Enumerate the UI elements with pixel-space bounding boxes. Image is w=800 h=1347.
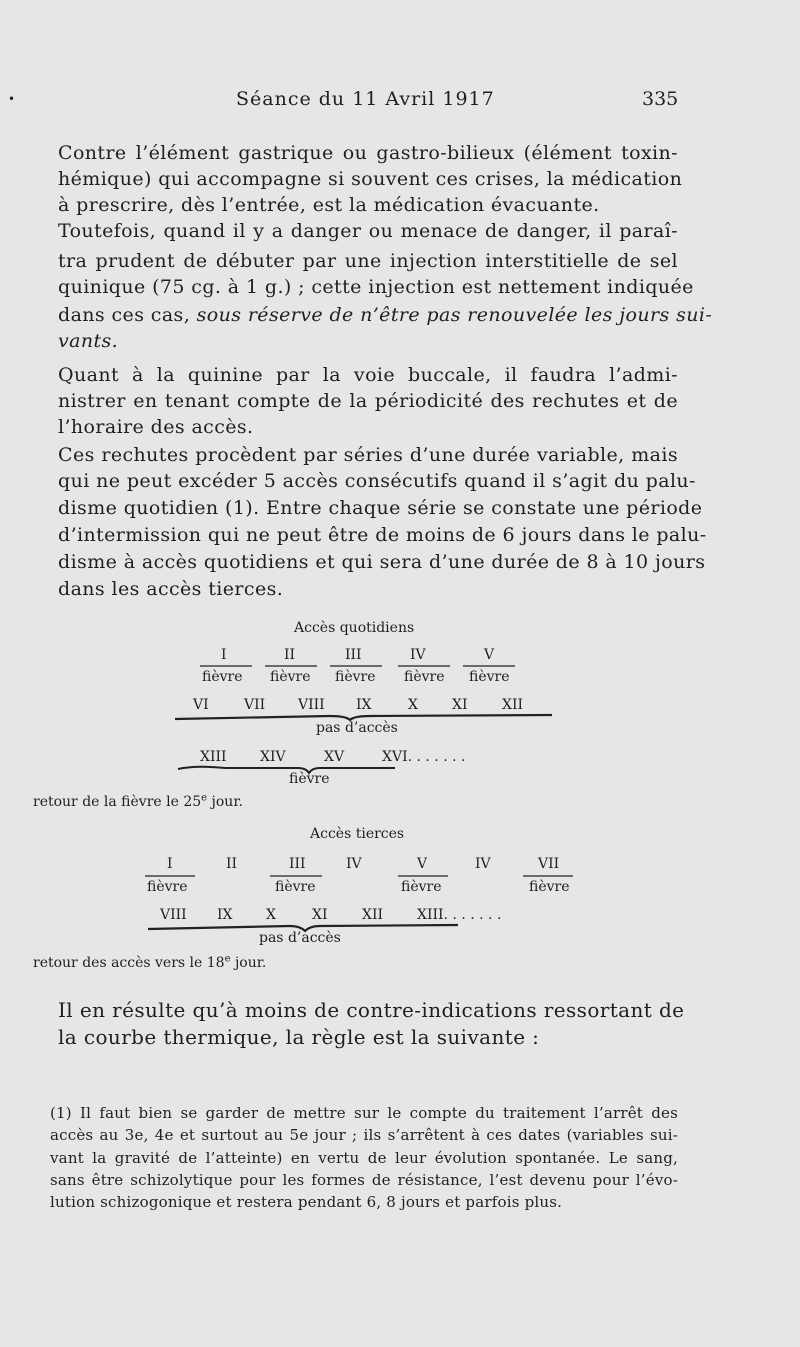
conclusion-line: la courbe thermique, la règle est la suivante : bbox=[58, 1025, 540, 1049]
body-line: hémique) qui accompagne si souvent ces crises, la médication bbox=[58, 168, 683, 190]
roman-numeral: X bbox=[266, 907, 276, 923]
roman-numeral: XV bbox=[324, 749, 345, 765]
roman-numeral: XVI. . . . . . . bbox=[382, 749, 466, 765]
footnote-line: sans être schizolytique pour les formes de résistance, l’est devenu pour l’évo- bbox=[50, 1171, 678, 1189]
roman-numeral: XII bbox=[502, 697, 524, 713]
fever-label: fièvre bbox=[335, 669, 376, 685]
footnote-line: (1) Il faut bien se garder de mettre sur le compte du traitement l’arrêt des bbox=[50, 1104, 678, 1122]
roman-numeral: III bbox=[289, 856, 306, 872]
roman-numeral: II bbox=[284, 647, 296, 663]
roman-numeral: IV bbox=[410, 647, 426, 663]
fever-label: fièvre bbox=[401, 879, 442, 895]
brace bbox=[175, 715, 552, 720]
body-text: dans ces cas, bbox=[58, 304, 191, 326]
brace bbox=[178, 767, 395, 773]
no-fever-label: pas d’accès bbox=[259, 930, 341, 946]
page-number: 335 bbox=[642, 88, 679, 110]
roman-numeral: VIII bbox=[298, 697, 325, 713]
brace bbox=[148, 925, 458, 931]
no-fever-label: pas d’accès bbox=[316, 720, 398, 736]
roman-numeral: XII bbox=[362, 907, 384, 923]
fever-label: fièvre bbox=[529, 879, 570, 895]
body-line: tra prudent de débuter par une injection interstitielle de sel bbox=[58, 250, 678, 272]
italic-text: sous réserve de n’être pas renouvelée les jours sui- bbox=[196, 304, 713, 326]
diagram-caption: retour des accès vers le 18e jour. bbox=[33, 953, 267, 971]
body-line: qui ne peut excéder 5 accès consécutifs quand il s’agit du palu- bbox=[58, 470, 696, 492]
roman-numeral: XIV bbox=[260, 749, 286, 765]
fever-label: fièvre bbox=[147, 879, 188, 895]
body-line: d’intermission qui ne peut être de moins de 6 jours dans le palu- bbox=[58, 524, 707, 546]
body-line: Ces rechutes procèdent par séries d’une durée variable, mais bbox=[58, 444, 678, 466]
roman-numeral: XI bbox=[452, 697, 468, 713]
roman-numeral: IV bbox=[346, 856, 362, 872]
roman-numeral: IX bbox=[217, 907, 233, 923]
conclusion-line: Il en résulte qu’à moins de contre-indications ressortant de bbox=[58, 998, 685, 1022]
roman-numeral: X bbox=[408, 697, 418, 713]
body-line: disme quotidien (1). Entre chaque série se constate une période bbox=[58, 497, 703, 519]
roman-numeral: VIII bbox=[160, 907, 187, 923]
roman-numeral: I bbox=[167, 856, 173, 872]
body-line: à prescrire, dès l’entrée, est la médication évacuante. bbox=[58, 194, 600, 216]
body-line: Contre l’élément gastrique ou gastro-bilieux (élément toxin- bbox=[58, 142, 678, 164]
roman-numeral: VII bbox=[244, 697, 266, 713]
roman-numeral: V bbox=[484, 647, 495, 663]
body-line: disme à accès quotidiens et qui sera d’une durée de 8 à 10 jours bbox=[58, 551, 706, 573]
fever-label: fièvre bbox=[275, 879, 316, 895]
fever-label: fièvre bbox=[404, 669, 445, 685]
roman-numeral: VI bbox=[193, 697, 209, 713]
body-line: dans les accès tierces. bbox=[58, 578, 284, 600]
diagram-caption: retour de la fièvre le 25e jour. bbox=[33, 792, 243, 810]
body-line: nistrer en tenant compte de la périodicité des rechutes et de bbox=[58, 390, 678, 412]
body-line: l’horaire des accès. bbox=[58, 416, 254, 438]
roman-numeral: XI bbox=[312, 907, 328, 923]
roman-numeral: IV bbox=[475, 856, 491, 872]
body-line: Quant à la quinine par la voie buccale, il faudra l’admi- bbox=[58, 364, 678, 386]
diagram-title: Accès tierces bbox=[310, 826, 405, 842]
roman-numeral: III bbox=[345, 647, 362, 663]
fever-label: fièvre bbox=[469, 669, 510, 685]
body-line: quinique (75 cg. à 1 g.) ; cette injection est nettement indiquée bbox=[58, 276, 694, 298]
header-title: Séance du 11 Avril 1917 bbox=[236, 88, 495, 110]
roman-numeral: VII bbox=[538, 856, 560, 872]
roman-numeral: V bbox=[417, 856, 428, 872]
body-line: vants. bbox=[58, 330, 119, 352]
fever-label: fièvre bbox=[270, 669, 311, 685]
fever-label: fièvre bbox=[202, 669, 243, 685]
footnote-line: lution schizogonique et restera pendant 6, 8 jours et parfois plus. bbox=[50, 1193, 563, 1211]
roman-numeral: XIII bbox=[200, 749, 227, 765]
roman-numeral: II bbox=[226, 856, 238, 872]
margin-dot: • bbox=[8, 92, 16, 106]
footnote-line: accès au 3e, 4e et surtout au 5e jour ; ils s’arrêtent à ces dates (variables sui- bbox=[50, 1126, 678, 1144]
diagram-title: Accès quotidiens bbox=[294, 620, 415, 636]
body-line: Toutefois, quand il y a danger ou menace de danger, il paraî- bbox=[58, 220, 678, 242]
roman-numeral: I bbox=[221, 647, 227, 663]
roman-numeral: IX bbox=[356, 697, 372, 713]
roman-numeral: XIII. . . . . . . bbox=[417, 907, 502, 923]
footnote-line: vant la gravité de l’atteinte) en vertu de leur évolution spontanée. Le sang, bbox=[50, 1149, 678, 1167]
fever-label: fièvre bbox=[289, 771, 330, 787]
